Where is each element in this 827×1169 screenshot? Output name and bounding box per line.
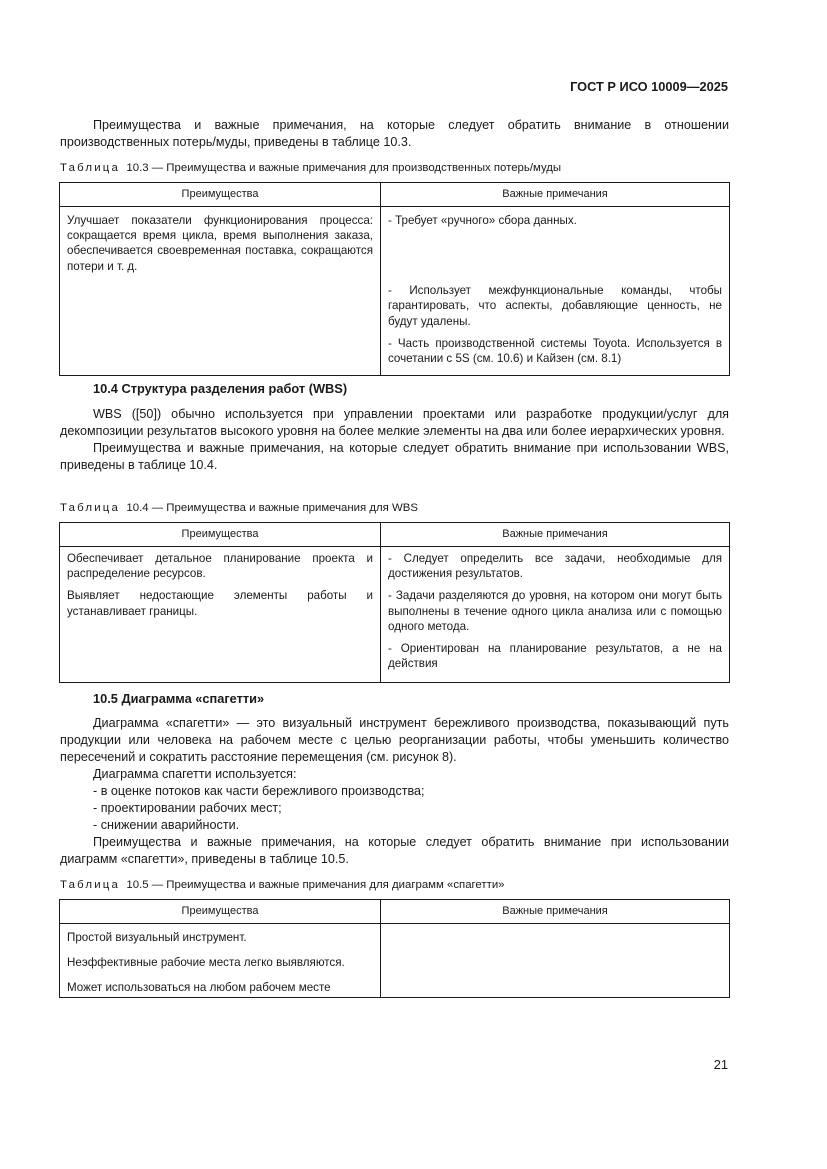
advantage-item: Улучшает показатели функционирования процесса: сокращается время цикла, время выполнения заказа, обеспечивается своевременная поставка, сокращаются потери и т. д. (67, 214, 373, 273)
note-item: - Требует «ручного» сбора данных. (388, 214, 577, 227)
table-caption-prefix: Таблица (60, 502, 121, 514)
list-item: - снижении аварийности. (93, 818, 240, 832)
column-header-advantages: Преимущества (60, 523, 381, 547)
table-caption-prefix: Таблица (60, 879, 121, 891)
table-10-4 (59, 522, 730, 683)
column-header-notes: Важные примечания (381, 183, 730, 207)
table-row (60, 207, 730, 376)
table-row (60, 547, 730, 683)
advantage-item: Выявляет недостающие элементы работы и устанавливает границы. (67, 589, 373, 618)
advantage-item: Может использоваться на любом рабочем месте (67, 981, 331, 995)
section-10-5-text (60, 715, 729, 868)
note-item: - Задачи разделяются до уровня, на котором они могут быть выполнены в течение одного цикла анализа или с помощью одного метода. (388, 589, 722, 633)
section-paragraph: Преимущества и важные примечания, на которые следует обратить внимание при использовании диаграмм «спагетти», приведены в таблице 10.5. (60, 835, 729, 866)
column-header-notes: Важные примечания (381, 523, 730, 547)
list-item: - проектировании рабочих мест; (93, 801, 282, 815)
table-caption-prefix: Таблица (60, 162, 121, 174)
document-header: ГОСТ Р ИСО 10009—2025 (570, 79, 728, 94)
column-header-advantages: Преимущества (60, 900, 381, 924)
usage-list (60, 783, 729, 834)
section-heading-10-5: 10.5 Диаграмма «спагетти» (93, 691, 265, 706)
section-paragraph: WBS ([50]) обычно используется при управлении проектами или разработке продукции/услуг для декомпозиции результатов высокого уровня на более мелкие элементы на два или более иерархических уровня. (60, 407, 729, 438)
advantage-item: Неэффективные рабочие места легко выявляются. (67, 956, 345, 970)
section-paragraph: Диаграмма «спагетти» — это визуальный инструмент бережливого производства, показывающий путь продукции или человека на рабочем месте с целью реорганизации работы, чтобы уменьшить количество пересечений и сократить расстояние перемещения (см. рисунок 8). (60, 716, 729, 764)
section-paragraph: Преимущества и важные примечания, на которые следует обратить внимание при использовании WBS, приведены в таблице 10.4. (60, 441, 729, 472)
table-10-3-caption (60, 160, 561, 177)
column-header-advantages: Преимущества (60, 183, 381, 207)
note-item: - Часть производственной системы Toyota. Используется в сочетании с 5S (см. 10.6) и Кайзен (см. 8.1) (388, 336, 722, 366)
note-item: - Ориентирован на планирование результатов, а не на действия (388, 642, 722, 671)
column-header-notes: Важные примечания (381, 900, 730, 924)
page-number: 21 (713, 1057, 728, 1072)
note-item: - Использует межфункциональные команды, чтобы гарантировать, что аспекты, добавляющие ценность, не будут удалены. (388, 284, 722, 328)
section-10-4-text (60, 406, 729, 474)
table-caption-text: 10.5 — Преимущества и важные примечания для диаграмм «спагетти» (126, 879, 505, 891)
table-caption-text: 10.3 — Преимущества и важные примечания для производственных потерь/муды (126, 162, 562, 174)
table-10-3 (59, 182, 730, 376)
section-heading-10-4: 10.4 Структура разделения работ (WBS) (93, 381, 348, 396)
advantage-item: Простой визуальный инструмент. (67, 931, 247, 944)
list-item: - в оценке потоков как части бережливого производства; (93, 784, 425, 798)
section-paragraph: Диаграмма спагетти используется: (93, 767, 297, 781)
table-10-4-caption (60, 500, 418, 517)
table-caption-text: 10.4 — Преимущества и важные примечания для WBS (126, 502, 418, 514)
intro-paragraph: Преимущества и важные примечания, на которые следует обратить внимание в отношении производственных потерь/муды, приведены в таблице 10.3. (60, 118, 729, 149)
table-10-5 (59, 899, 730, 998)
table-10-5-caption (60, 877, 505, 894)
notes-cell-empty (381, 924, 730, 998)
note-item: - Следует определить все задачи, необходимые для достижения результатов. (388, 552, 722, 581)
table-row (60, 924, 730, 998)
advantage-item: Обеспечивает детальное планирование проекта и распределение ресурсов. (67, 552, 373, 581)
intro-paragraph-block (60, 117, 729, 151)
